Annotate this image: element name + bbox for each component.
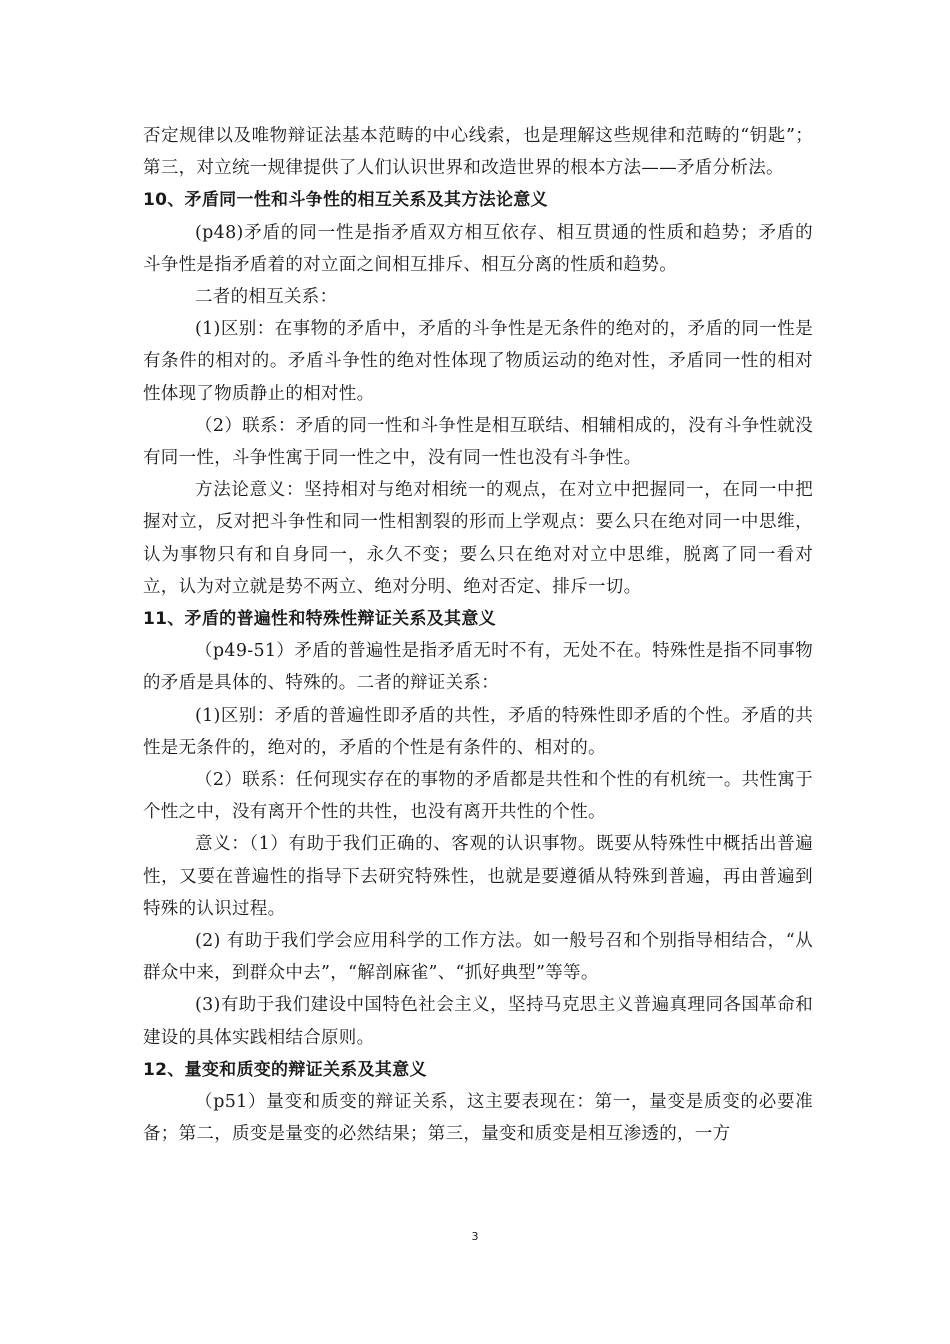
document-body: [143, 120, 813, 1151]
paragraph-significance-1: 意义：（1）有助于我们正确的、客观的认识事物。既要从特殊性中概括出普遍性，又要在普遍性的指导下去研究特殊性，也就是要遵循从特殊到普遍，再由普遍到特殊的认识过程。: [143, 834, 813, 919]
section-heading-11: 11、矛盾的普遍性和特殊性辩证关系及其意义: [143, 609, 496, 630]
paragraph-significance-2: (2) 有助于我们学会应用科学的工作方法。如一般号召和个别指导相结合，“从群众中来，到群众中去”，“解剖麻雀”、“抓好典型”等等。: [143, 931, 813, 984]
paragraph-connection: （2）联系：矛盾的同一性和斗争性是相互联结、相辅相成的，没有斗争性就没有同一性，斗争性寓于同一性之中，没有同一性也没有斗争性。: [143, 415, 813, 469]
paragraph-dialectical-relation: （p51）量变和质变的辩证关系，这主要表现在：第一，量变是质变的必要准备；第二，质变是量变的必然结果；第三，量变和质变是相互渗透的，一方: [143, 1092, 813, 1145]
paragraph-difference: (1)区别：矛盾的普遍性即矛盾的共性，矛盾的特殊性即矛盾的个性。矛盾的共性是无条件的，绝对的，矛盾的个性是有条件的、相对的。: [143, 705, 813, 758]
section-heading-10: 10、矛盾同一性和斗争性的相互关系及其方法论意义: [143, 190, 548, 211]
paragraph-definition: （p49-51）矛盾的普遍性是指矛盾无时不有，无处不在。特殊性是指不同事物的矛盾是具体的、特殊的。二者的辩证关系：: [143, 641, 813, 694]
paragraph-relation-intro: 二者的相互关系：: [195, 287, 338, 308]
paragraph-significance-3: (3)有助于我们建设中国特色社会主义，坚持马克思主义普遍真理同各国革命和建设的具体实践相结合原则。: [143, 995, 813, 1048]
page-number: 3: [471, 1230, 479, 1243]
paragraph-connection: （2）联系：任何现实存在的事物的矛盾都是共性和个性的有机统一。共性寓于个性之中，没有离开个性的共性，也没有离开共性的个性。: [143, 770, 813, 823]
paragraph-difference: (1)区别：在事物的矛盾中，矛盾的斗争性是无条件的绝对的，矛盾的同一性是有条件的相对的。矛盾斗争性的绝对性体现了物质运动的绝对性，矛盾同一性的相对性体现了物质静止的相对性。: [143, 319, 813, 404]
paragraph-definition: (p48)矛盾的同一性是指矛盾双方相互依存、相互贯通的性质和趋势；矛盾的斗争性是指矛盾着的对立面之间相互排斥、相互分离的性质和趋势。: [143, 222, 813, 275]
paragraph-continuation: 否定规律以及唯物辩证法基本范畴的中心线索，也是理解这些规律和范畴的“钥匙”；第三，对立统一规律提供了人们认识世界和改造世界的根本方法——矛盾分析法。: [143, 126, 813, 179]
paragraph-methodology: 方法论意义：坚持相对与绝对相统一的观点，在对立中把握同一，在同一中把握对立，反对把斗争性和同一性相割裂的形而上学观点：要么只在绝对同一中思维，认为事物只有和自身同一，永久不变；要么只在绝对对立中思维，脱离了同一看对立，认为对立就是势不两立、绝对分明、绝对否定、排斥一切。: [143, 480, 813, 597]
section-heading-12: 12、量变和质变的辩证关系及其意义: [143, 1059, 427, 1080]
